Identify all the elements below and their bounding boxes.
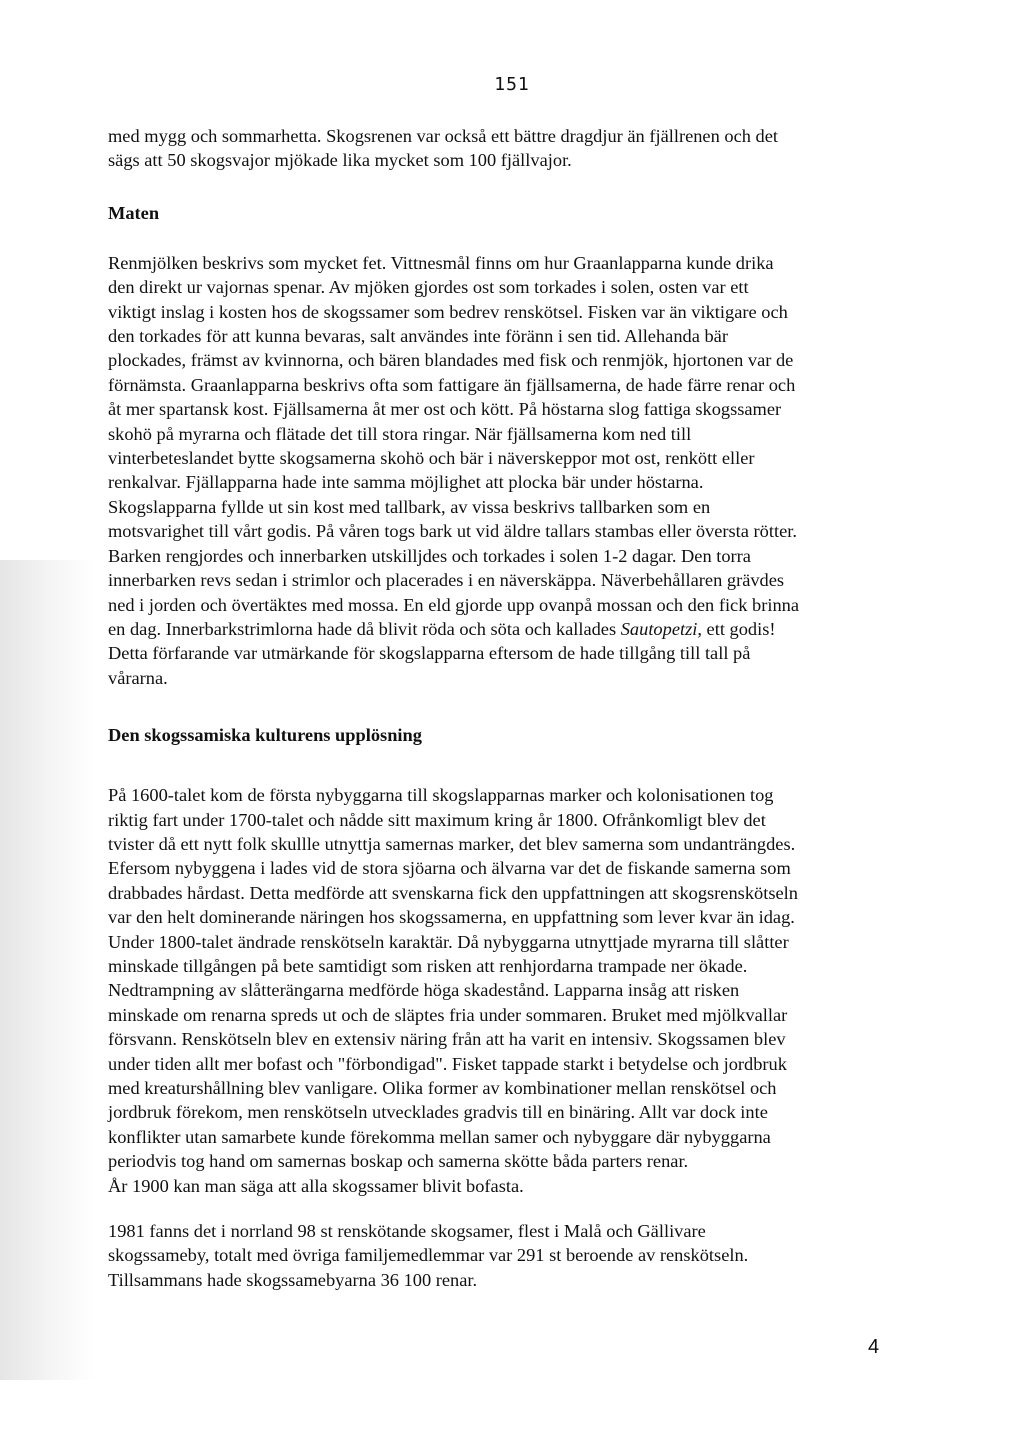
document-body [108, 124, 898, 1292]
text-line: ned i jorden och övertäktes med mossa. En eld gjorde upp ovanpå mossan och den fick brinna [108, 594, 799, 615]
text-line: med kreaturshållning blev vanligare. Olika former av kombinationer mellan renskötsel och [108, 1078, 777, 1098]
text-line: viktigt inslag i kosten hos de skogssamer som bedrev renskötsel. Fisken var än viktigare och [108, 301, 788, 322]
text-line: Efersom nybyggena i lades vid de stora sjöarna och älvarna var det de fiskande samerna som [108, 858, 791, 879]
text-line: På 1600-talet kom de första nybyggarna till skogslapparnas marker och kolonisationen tog [108, 785, 774, 806]
emphasis-sautopetzi: Sautopetzi [620, 618, 698, 639]
text-segment: en dag. Innerbarkstrimlorna hade då blivit röda och söta och kallades [108, 618, 621, 639]
text-line: vårarna. [108, 667, 168, 688]
text-line: tvister då ett nytt folk skullle utnyttja samernas marker, det blev samerna som undanträngdes. [108, 833, 796, 854]
text-line: försvann. Renskötseln blev en extensiv näring från att ha varit en intensiv. Skogssamen blev [108, 1029, 786, 1050]
text-line: minskade om renarna spreds ut och de släptes fria under sommaren. Bruket med mjölkvallar [108, 1004, 788, 1025]
upplosning-paragraph-2 [108, 1219, 898, 1292]
text-line [108, 617, 898, 641]
upplosning-paragraph-1 [108, 783, 898, 1198]
text-line: med mygg och sommarhetta. Skogsrenen var också ett bättre dragdjur än fjällrenen och det [108, 126, 779, 146]
text-line: År 1900 kan man säga att alla skogssamer blivit bofasta. [108, 1175, 524, 1196]
text-line: åt mer spartansk kost. Fjällsamerna åt mer ost och kött. På höstarna slog fattiga skogssamer [108, 399, 782, 420]
text-line: plockades, främst av kvinnorna, och bären blandades med fisk och renmjök, hjortonen var de [108, 350, 794, 371]
text-line: minskade tillgången på bete samtidigt som risken att renhjordarna trampade ner ökade. [108, 955, 748, 976]
text-line: skogssameby, totalt med övriga familjemedlemmar var 291 st beroende av renskötseln. [108, 1245, 749, 1266]
text-line: riktig fart under 1700-talet och nådde sitt maximum kring år 1800. Ofrånkomligt blev det [108, 809, 766, 830]
text-line: var den helt dominerande näringen hos skogssamerna, en uppfattning som lever kvar än idag. [108, 907, 795, 928]
text-line: vinterbeteslandet bytte skogsamerna skohö och bär i näverskeppor mot ost, renkött eller [108, 448, 755, 469]
text-line: konflikter utan samarbete kunde förekomma mellan samer och nybyggare där nybyggarna [108, 1126, 771, 1147]
text-segment: , ett godis! [697, 618, 776, 639]
text-line: den direkt ur vajornas spenar. Av mjöken gjordes ost som torkades i solen, osten var ett [108, 277, 749, 298]
text-line: jordbruk förekom, men renskötseln utvecklades gradvis till en binäring. Allt var dock inte [108, 1102, 768, 1123]
section-heading-upplosning: Den skogssamiska kulturens upplösning [108, 725, 422, 746]
intro-paragraph [108, 124, 898, 173]
text-line: Nedtrampning av slåtterängarna medförde höga skadestånd. Lapparna insåg att risken [108, 980, 740, 1001]
section-heading-maten: Maten [108, 202, 160, 223]
text-line: periodvis tog hand om samernas boskap och samerna skötte båda parters renar. [108, 1151, 689, 1172]
text-line: renkalvar. Fjällapparna hade inte samma möjlighet att plocka bär under höstarna. [108, 472, 704, 493]
text-line: motsvarighet till vårt godis. På våren togs bark ut vid äldre tallars stambas eller översta rötter. [108, 521, 797, 542]
header-page-number: 151 [494, 74, 530, 95]
text-line: den torkades för att kunna bevaras, salt användes inte föränn i sen tid. Allehanda bär [108, 326, 728, 347]
text-line: Detta förfarande var utmärkande för skogslapparna eftersom de hade tillgång till tall på [108, 643, 751, 664]
text-line: sägs att 50 skogsvajor mjökade lika mycket som 100 fjällvajor. [108, 150, 572, 171]
footer-page-number: 4 [868, 1336, 880, 1358]
text-line: Renmjölken beskrivs som mycket fet. Vittnesmål finns om hur Graanlapparna kunde drika [108, 252, 774, 273]
text-line: Skogslapparna fyllde ut sin kost med tallbark, av vissa beskrivs tallbarken som en [108, 496, 711, 517]
text-line: Tillsammans hade skogssamebyarna 36 100 renar. [108, 1269, 478, 1290]
text-line: Under 1800-talet ändrade renskötseln karaktär. Då nybyggarna utnyttjade myrarna till slåtter [108, 931, 789, 952]
text-line: under tiden allt mer bofast och "förbondigad". Fisket tappade starkt i betydelse och jordbruk [108, 1053, 787, 1074]
text-line: förnämsta. Graanlapparna beskrivs ofta som fattigare än fjällsamerna, de hade färre renar och [108, 374, 796, 395]
scan-edge-shadow [0, 560, 95, 1380]
text-line: innerbarken revs sedan i strimlor och placerades i en näverskäppa. Näverbehållaren grävdes [108, 570, 785, 591]
maten-paragraph [108, 251, 898, 690]
text-line: drabbades hårdast. Detta medförde att svenskarna fick den uppfattningen att skogsrenskötseln [108, 882, 798, 903]
text-line: 1981 fanns det i norrland 98 st renskötande skogsamer, flest i Malå och Gällivare [108, 1221, 706, 1242]
text-line: skohö på myrarna och flätade det till stora ringar. När fjällsamerna kom ned till [108, 423, 692, 444]
text-line: Barken rengjordes och innerbarken utskilljdes och torkades i solen 1-2 dagar. Den torra [108, 545, 751, 566]
